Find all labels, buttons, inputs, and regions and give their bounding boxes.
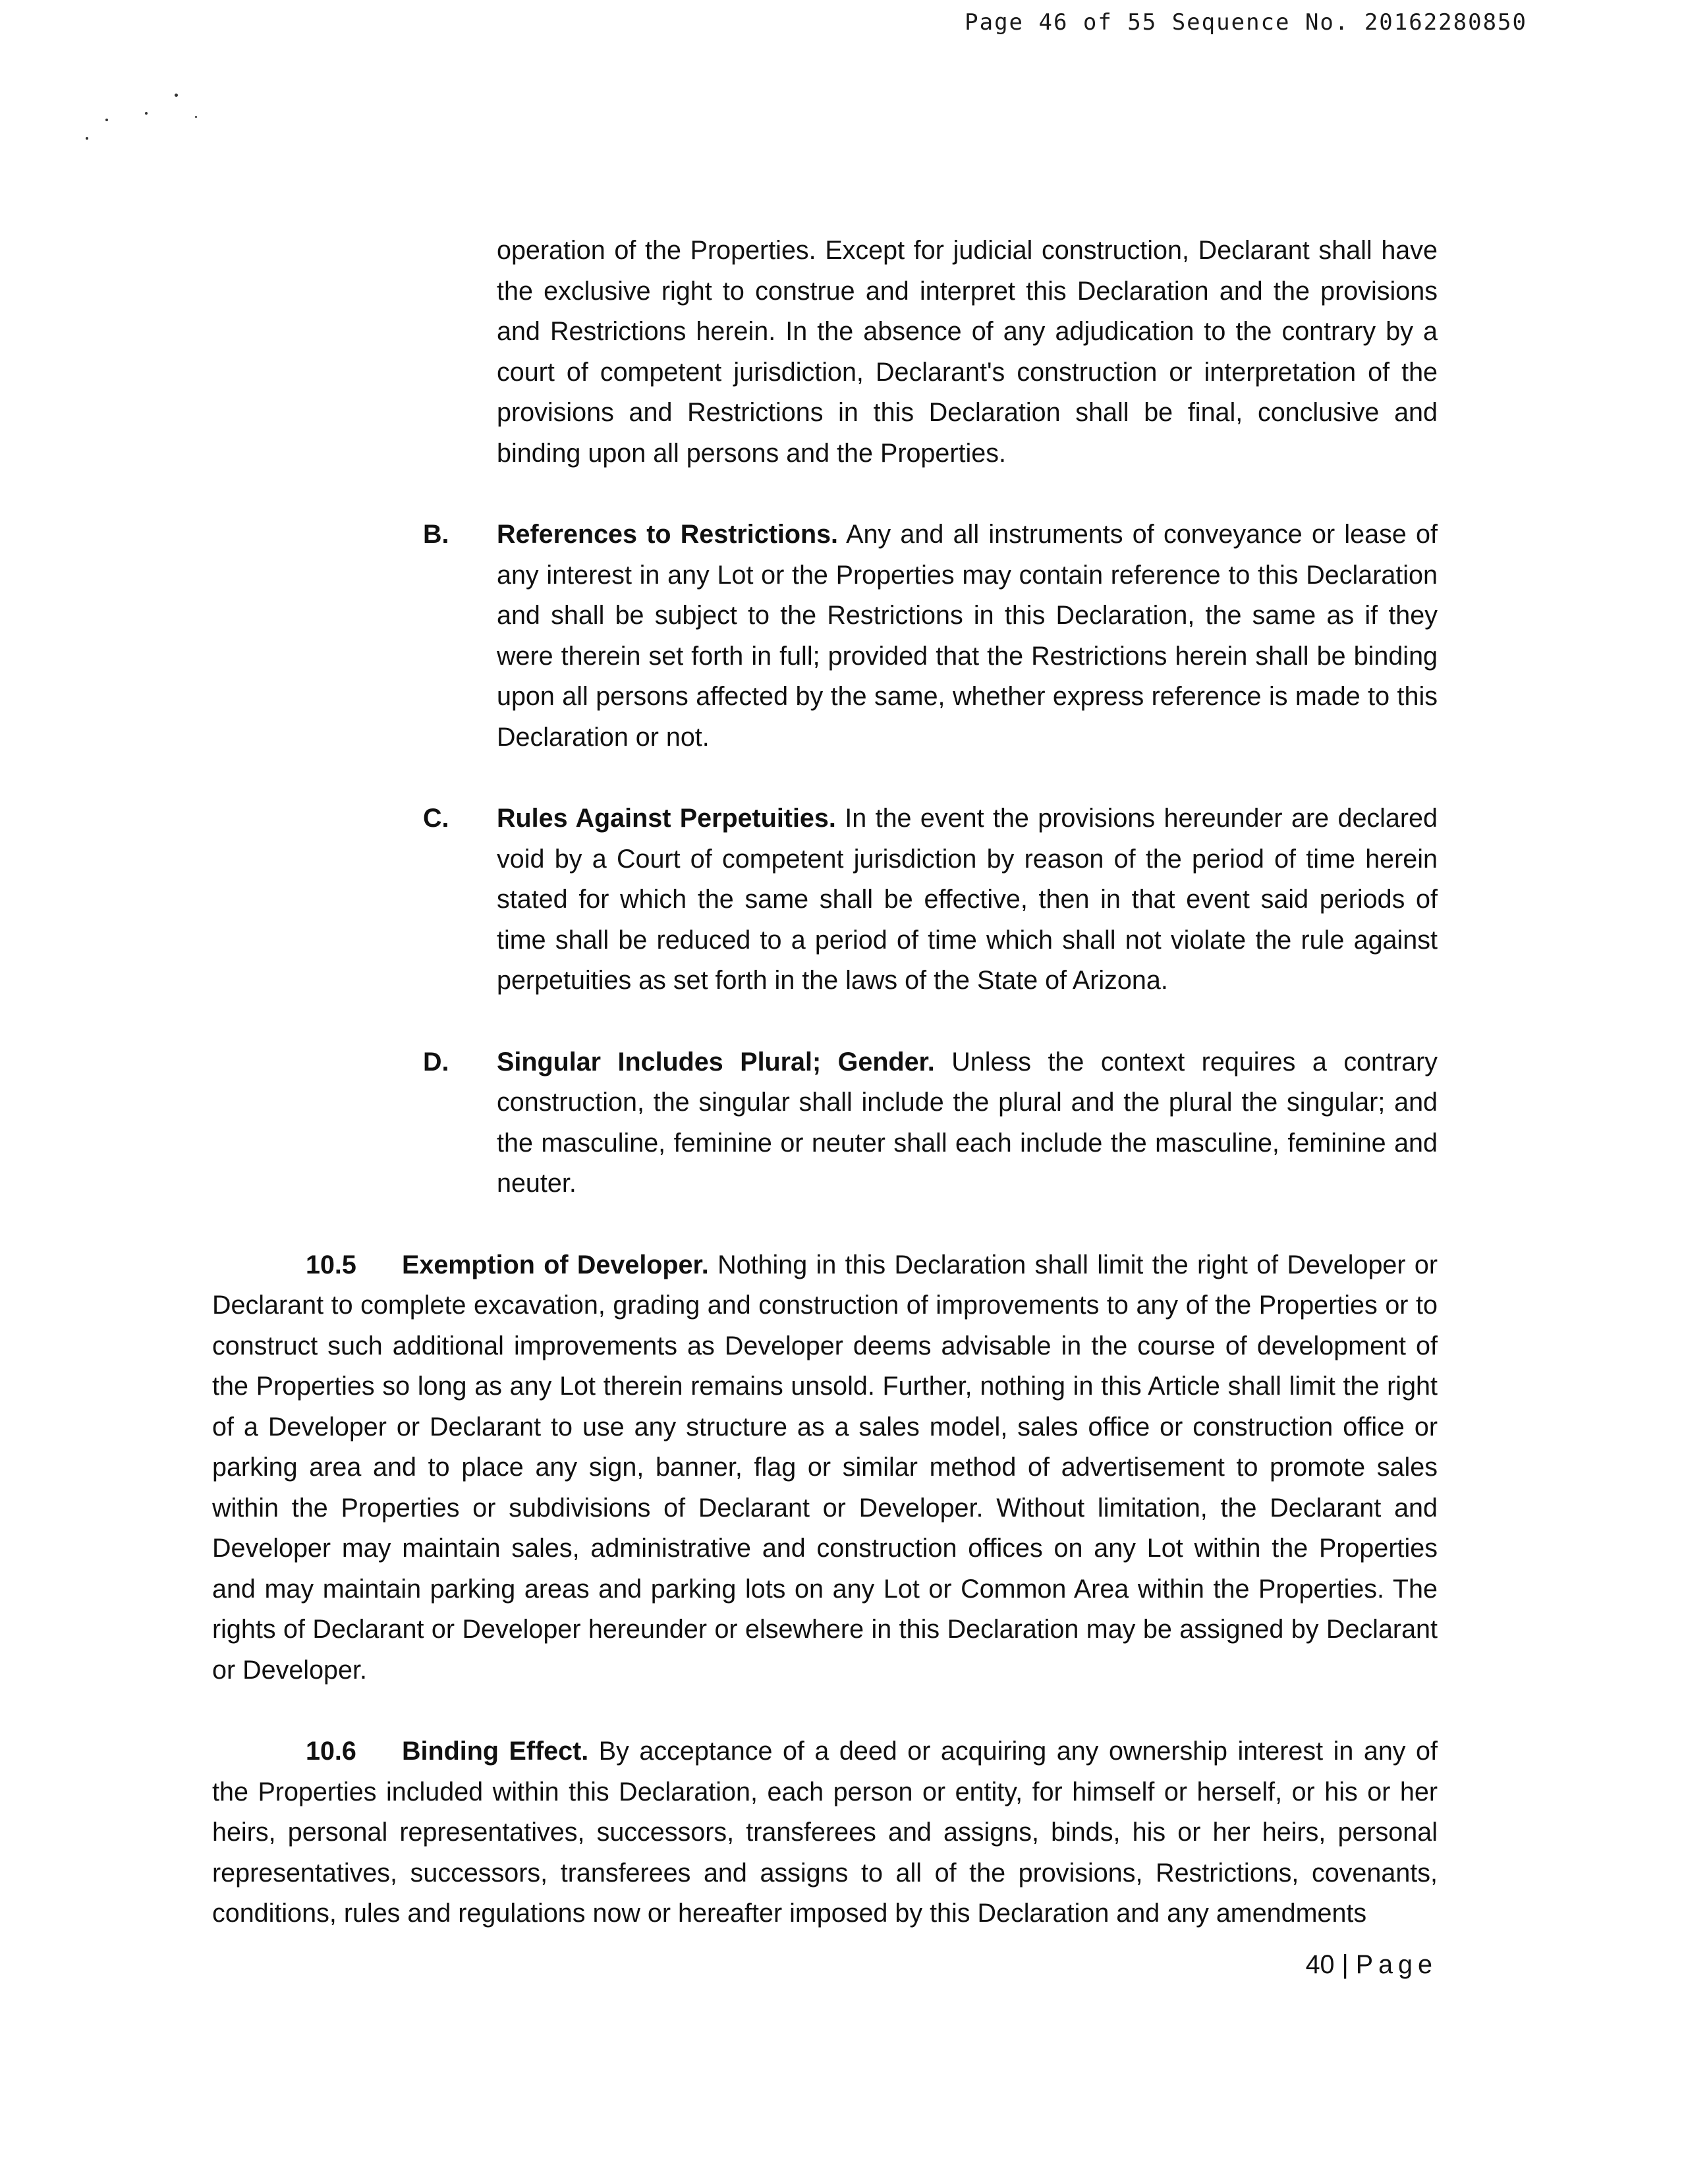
item-title: References to Restrictions.	[497, 520, 839, 549]
item-body	[497, 1042, 1438, 1204]
continuation-paragraph: operation of the Properties. Except for judicial construction, Declarant shall have the exclusive right to construe and interpret this Declaration and the provisions and Restrictions herein. In the absence of any adjudication to the contrary by a court of competent jurisdiction, Declarant's construction or interpretation of the provisions and Restrictions in this Declaration shall be final, conclusive and binding upon all persons and the Properties.	[497, 236, 1438, 468]
page-label: Page	[1355, 1950, 1438, 1979]
section-title: Binding Effect.	[402, 1737, 589, 1766]
section-text: By acceptance of a deed or acquiring any ownership interest in any of the Properties included within this Declaration, each person or entity, for himself or herself, or his or her heirs, personal representatives, successors, transferees and assigns, binds, his or her heirs, personal representatives, successors, transferees and assigns to all of the provisions, Restrictions, covenants, conditions, rules and regulations now or hereafter imposed by this Declaration and any amendments	[212, 1737, 1438, 1928]
document-body	[212, 231, 1438, 1960]
page-number: 40	[1305, 1950, 1335, 1979]
item-letter: C.	[423, 804, 449, 833]
item-body	[497, 515, 1438, 758]
section-title: Exemption of Developer.	[402, 1250, 709, 1279]
item-letter: B.	[423, 520, 449, 549]
section-number: 10.5	[306, 1250, 356, 1279]
item-title: Singular Includes Plural; Gender.	[497, 1047, 935, 1077]
section-10-5	[212, 1245, 1438, 1691]
item-title: Rules Against Perpetuities.	[497, 804, 836, 833]
item-body	[497, 798, 1438, 1001]
item-text: In the event the provisions hereunder are declared void by a Court of competent jurisdiction by reason of the period of time herein stated for which the same shall be effective, then in that event said periods of time shall be reduced to a period of time which shall not violate the rule against perpetuities as set forth in the laws of the State of Arizona.	[497, 804, 1438, 995]
section-number: 10.6	[306, 1737, 356, 1766]
section-text: Nothing in this Declaration shall limit the right of Developer or Declarant to complete excavation, grading and construction of improvements to any of the Properties or to construct such additional improvements as Developer deems advisable in the course of development of the Properties so long as any Lot therein remains unsold. Further, nothing in this Article shall limit the right of a Developer or Declarant to use any structure as a sales model, sales office or construction office or parking area and to place any sign, banner, flag or similar method of advertisement to promote sales within the Properties or subdivisions of Declarant or Developer. Without limitation, the Declarant and Developer may maintain sales, administrative and construction offices on any Lot within the Properties and may maintain parking areas and parking lots on any Lot or Common Area within the Properties. The rights of Declarant or Developer hereunder or elsewhere in this Declaration may be assigned by Declarant or Developer.	[212, 1250, 1438, 1685]
item-text: Unless the context requires a contrary construction, the singular shall include the plural and the plural the singular; and the masculine, feminine or neuter shall each include the masculine, feminine and neuter.	[497, 1047, 1438, 1198]
list-item-d	[212, 1042, 1438, 1204]
page-footer	[1306, 1950, 1438, 1980]
section-10-6	[212, 1731, 1438, 1934]
page-separator: |	[1341, 1950, 1349, 1979]
list-item-c	[212, 798, 1438, 1001]
item-text: Any and all instruments of conveyance or lease of any interest in any Lot or the Properties may contain reference to this Declaration and shall be subject to the Restrictions in this Declaration, the same as if they were therein set forth in full; provided that the Restrictions herein shall be binding upon all persons affected by the same, whether express reference is made to this Declaration or not.	[497, 520, 1438, 752]
scan-specks	[79, 92, 211, 158]
list-item-b	[212, 515, 1438, 758]
item-letter: D.	[423, 1047, 449, 1077]
page-header-sequence: Page 46 of 55 Sequence No. 20162280850	[965, 9, 1527, 36]
